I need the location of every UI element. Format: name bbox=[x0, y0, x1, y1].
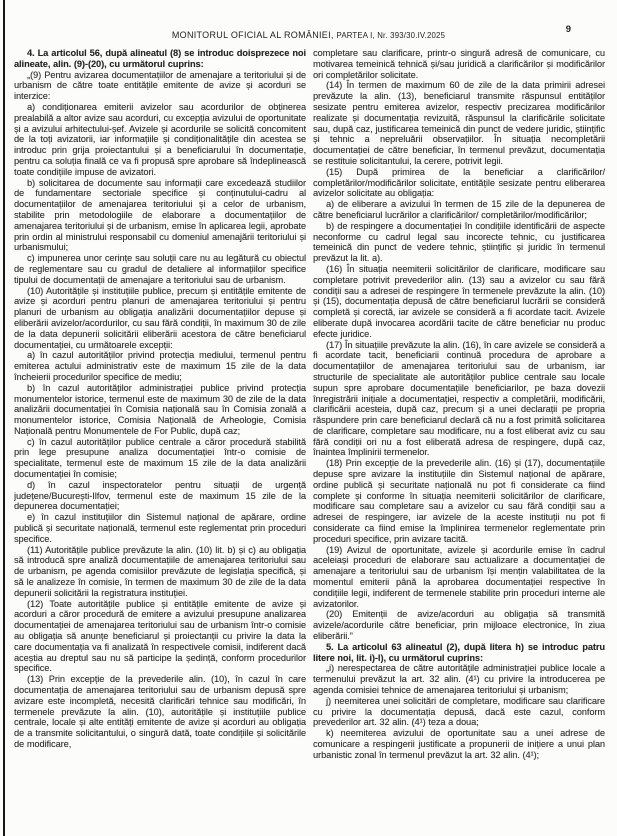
page-header bbox=[14, 25, 603, 39]
paragraph: (15) După primirea de la beneficiar a clarificărilor/ completărilor/modificărilor solicitate, entitățile sesizate pentru eliberarea avizelor solicitate au obligația: bbox=[313, 166, 605, 199]
scan-border-line bbox=[3, 0, 5, 836]
paragraph: k) neemiterea avizului de oportunitate sau a unei adrese de comunicare a respingerii justificate a propunerii de inițiere a unui plan urbanistic zonal în termenul prevăzut la art. 32 alin. (4¹); bbox=[313, 728, 605, 760]
paragraph: (10) Autoritățile și instituțiile publice, precum și entitățile emitente de avize și acorduri pentru planuri de amenajarea teritoriului și pentru planuri de urbanism au obligația analizării documentațiilor depuse și eliberării avizelor/acordurilor, cu sau fără condiții, în maximum 30 de zile de la data depunerii solicitării eliberării acestora de către beneficiarul documentației, cu următoarele excepții: bbox=[14, 285, 306, 350]
page-number: 9 bbox=[565, 24, 571, 35]
paragraph: (17) În situațiile prevăzute la alin. (16), în care avizele se consideră a fi acordate tacit, beneficiarii continuă procedura de aprobare a documentațiilor de amenajarea teritoriului sau de urbanism, iar structurile de specialitate ale autorităților publice centrale sau locale supun spre aprobare documentațiile beneficiarilor, pe baza dovezii înregistrării inițiale a documentației, respectiv a completării, modificării, clarificării acesteia, după caz, precum și a unei declarații pe propria răspundere prin care beneficiarul declară că nu a fost primită solicitarea de clarificare, completare sau modificare, nu a fost eliberat aviz cu sau fără condiții ori nu a fost eliberată adresa de respingere, după caz, înaintea împlinirii termenelor. bbox=[313, 339, 605, 458]
left-text-column bbox=[14, 48, 306, 830]
paragraph: (19) Avizul de oportunitate, avizele și acordurile emise în cadrul aceleiași proceduri de elaborare sau actualizare a documentației de amenajare a teritoriului sau de urbanism își mențin valabilitatea de la momentul emiterii până la aprobarea documentației respective în condițiile legii, indiferent de termenele stabilite prin proceduri interne ale avizatorilor. bbox=[313, 544, 605, 609]
paragraph: 4. La articolul 56, după alineatul (8) se introduc doisprezece noi alineate, alin. (9)-(20), cu următorul cuprins: bbox=[14, 48, 306, 69]
paragraph: b) în cazul autorităților administrației publice privind protecția monumentelor istorice, termenul este de maximum 30 de zile de la data analizării documentației în Comisia națională sau în Comisia zonală a monumentelor istorice, Comisia Națională de Arheologie, Comisia Națională pentru Monumentele de For Public, după caz; bbox=[14, 382, 306, 436]
paragraph: (20) Emitenții de avize/acorduri au obligația să transmită avizele/acordurile către beneficiar, prin mijloace electronice, în ziua eliberării.” bbox=[313, 609, 605, 642]
paragraph: j) neemiterea unei solicitări de completare, modificare sau clarificare cu privire la documentația depusă, dacă este cazul, conform prevederilor art. 32 alin. (4¹) teza a doua; bbox=[313, 695, 605, 728]
paragraph: b) solicitarea de documente sau informații care excedează studiilor de fundamentare sectoriale specifice și conținutului-cadru al documentațiilor de amenajarea teritoriului și a celor de urbanism, stabilite prin metodologiile de elaborare a documentațiilor de amenajarea teritoriului și de urbanism, emise în aplicarea legii, aprobate prin ordin al ministrului responsabil cu domeniul amenajării teritoriului și urbanismului; bbox=[14, 177, 306, 253]
right-text-column bbox=[313, 48, 605, 830]
paragraph: e) în cazul instituțiilor din Sistemul național de apărare, ordine publică și securitate națională, termenul este reglementat prin proceduri specifice. bbox=[14, 512, 306, 544]
paragraph: c) în cazul autorităților publice centrale a căror procedură stabilită prin lege presupune analiza documentației într-o comisie de specialitate, termenul este de maximum 15 zile de la data analizării documentației în comisie; bbox=[14, 436, 306, 480]
paragraph: a) condiționarea emiterii avizelor sau acordurilor de obținerea prealabilă a altor avize sau acorduri, cu excepția avizului de oportunitate și a avizului arhitectului-șef. Avizele și acordurile se solicită concomitent de la toți avizatorii, iar informațiile și condiționalitățile din acestea se introduc prin grija proiectantului și a beneficiarului în documentație, pentru ca soluția finală ce va fi propusă spre aprobare să îndeplinească toate condițiile impuse de avizatori. bbox=[14, 101, 306, 177]
journal-title: MONITORUL OFICIAL AL ROMÂNIEI, bbox=[171, 30, 337, 40]
paragraph: d) în cazul inspectoratelor pentru situații de urgență județene/București-Ilfov, termenul este de maximum 15 zile de la depunerea documentației; bbox=[14, 479, 306, 512]
paragraph: 5. La articolul 63 alineatul (2), după litera h) se introduc patru litere noi, lit. i)-l), cu următorul cuprins: bbox=[313, 641, 605, 663]
paragraph: „i) nerespectarea de către autoritățile administrației publice locale a termenului prevăzut la art. 32 alin. (4¹) cu privire la introducerea pe agenda comisiei tehnice de amenajarea teritoriului și urbanism; bbox=[313, 663, 605, 696]
paragraph: (12) Toate autoritățile publice și entitățile emitente de avize și acorduri a căror procedură de emitere a avizului presupune analizarea documentației de amenajarea teritoriului sau de urbanism într-o comisie au obligația să anunțe beneficiarul și proiectanții cu privire la data la care documentația va fi analizată în respectivele comisii, indiferent dacă aceștia au dreptul sau nu să participe la ședință, conform procedurilor specifice. bbox=[14, 598, 306, 674]
paragraph: „(9) Pentru avizarea documentațiilor de amenajare a teritoriului și de urbanism de către toate entitățile emitente de avize și acorduri se interzice: bbox=[14, 69, 306, 102]
paragraph: (11) Autoritățile publice prevăzute la alin. (10) lit. b) și c) au obligația să introducă spre analiză documentațiile de amenajarea teritoriului sau de urbanism, pe agenda comisiilor prevăzute de legislația specifică, și să le analizeze în comisie, în termen de maximum 30 de zile de la data depunerii solicitării la registratura instituției. bbox=[14, 544, 306, 598]
paragraph: (18) Prin excepție de la prevederile alin. (16) și (17), documentațiile depuse spre avizare la instituțiile din Sistemul național de apărare, ordine publică și securitate națională nu pot fi considerate ca fiind complete și conforme în situația neemiterii solicitărilor de clarificare, modificare sau completare sau a avizelor cu sau fără condiții sau a adresei de respingere, iar avizele de la aceste instituții nu pot fi considerate ca fiind emise la împlinirea termenelor reglementate prin proceduri specifice, prin avizare tacită. bbox=[313, 458, 605, 544]
issue-info: PARTEA I, Nr. 393/30.IV.2025 bbox=[336, 31, 446, 40]
paragraph: (14) În termen de maximum 60 de zile de la data primirii adresei prevăzute la alin. (13), beneficiarul transmite răspunsul entităților sesizate pentru emiterea avizelor, respectiv precizarea modificărilor realizate și documentația revizuită, răspunsul la clarificările solicitate sau, după caz, justificarea temeinică din punct de vedere juridic, științific și tehnic a nepreluării observațiilor. În situația necompletării documentației de către beneficiar, în termenul prevăzut, documentația se restituie solicitantului, la cerere, potrivit legii. bbox=[313, 80, 605, 166]
paragraph: (13) Prin excepție de la prevederile alin. (10), în cazul în care documentația de amenajarea teritoriului sau de urbanism depusă spre avizare este incompletă, necesită clarificări tehnice sau modificări, în termenele prevăzute la alin. (10), autoritățile și instituțiile publice centrale, locale și alte entități emitente de avize și acorduri au obligația de a transmite solicitantului, o singură dată, toate condițiile și solicitările de modificare, bbox=[14, 674, 306, 749]
paragraph: completare sau clarificare, printr-o singură adresă de comunicare, cu motivarea temeinică tehnică și/sau juridică a clarificărilor și modificărilor ori completărilor solicitate. bbox=[313, 48, 605, 80]
paragraph: a) în cazul autorităților privind protecția mediului, termenul pentru emiterea actului administrativ este de maximum 15 zile de la data încheierii procedurilor specifice de mediu; bbox=[14, 350, 306, 382]
paragraph: c) impunerea unor cerințe sau soluții care nu au legătură cu obiectul de reglementare sau cu gradul de detaliere al informațiilor specifice tipului de documentații de amenajare a teritoriului sau de urbanism. bbox=[14, 253, 306, 285]
paragraph: b) de respingere a documentației în condițiile identificării de aspecte neconforme cu cadrul legal sau incorecte tehnic, cu justificarea temeinică din punct de vedere tehnic, științific și juridic în termenul prevăzut la lit. a). bbox=[313, 220, 605, 264]
paragraph: (16) În situația neemiterii solicitărilor de clarificare, modificare sau completare potrivit prevederilor alin. (13) sau a avizelor cu sau fără condiții sau a adresei de respingere în termenele prevăzute la alin. (10) și (15), documentația depusă de către beneficiarul lucrării se consideră completă și corectă, iar avizele se consideră a fi acordate tacit. Avizele eliberate după invocarea acordării tacite de către beneficiar nu produc efecte juridice. bbox=[313, 263, 605, 339]
paragraph: a) de eliberare a avizului în termen de 15 zile de la depunerea de către beneficiarul lucrărilor a clarificărilor/ completărilor/modificărilor; bbox=[313, 199, 605, 220]
